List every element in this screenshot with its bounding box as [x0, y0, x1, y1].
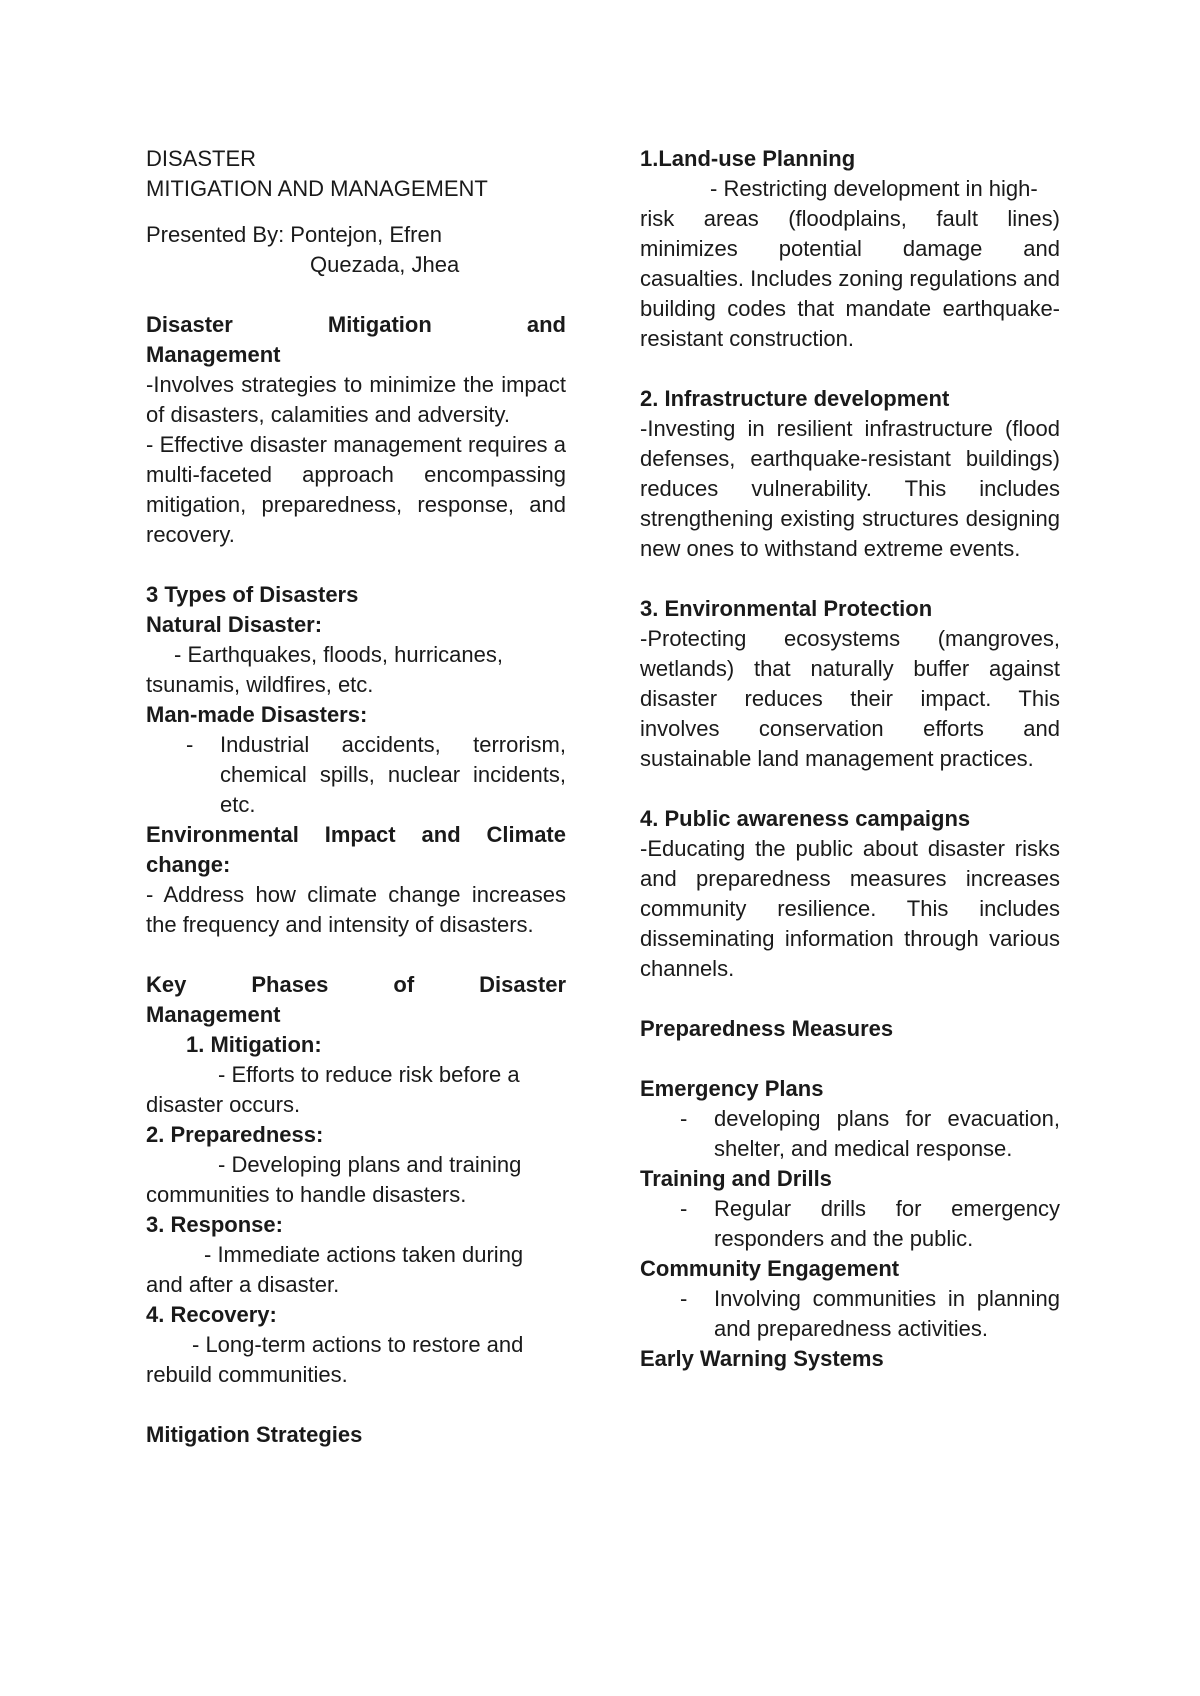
strategy-awareness-heading: 4. Public awareness campaigns — [640, 806, 971, 831]
natural-disaster-heading: Natural Disaster: — [146, 612, 323, 637]
strategy-infrastructure-text: -Investing in resilient infrastructure (flood defenses, earthquake-resistant buildings) reduces vulnerability. This includes strengthening existing structures designing new ones to withstand extreme events. — [640, 416, 1060, 561]
phases-heading-line-1: Key Phases of Disaster — [146, 972, 566, 997]
manmade-disaster-list — [146, 730, 566, 820]
emergency-plans-list — [640, 1104, 1060, 1164]
emergency-plans-heading: Emergency Plans — [640, 1076, 824, 1101]
strategy-infrastructure-heading: 2. Infrastructure development — [640, 386, 950, 411]
phase-preparedness-text-line-1: - Developing plans and training — [218, 1152, 522, 1177]
phase-response-text-line-1: - Immediate actions taken during — [204, 1242, 524, 1267]
preparedness-measures-heading: Preparedness Measures — [640, 1016, 894, 1041]
phase-mitigation-text-line-1: - Efforts to reduce risk before a — [218, 1062, 520, 1087]
list-item: - Industrial accidents, terrorism, chemical spills, nuclear incidents, etc. — [146, 730, 566, 820]
env-impact-heading-line-2: change: — [146, 852, 231, 877]
list-item: - Involving communities in planning and preparedness activities. — [640, 1284, 1060, 1344]
early-warning-heading: Early Warning Systems — [640, 1346, 884, 1371]
phase-recovery-text-line-2: rebuild communities. — [146, 1362, 348, 1387]
phase-preparedness-heading: 2. Preparedness: — [146, 1122, 324, 1147]
community-engagement-list — [640, 1284, 1060, 1344]
strategy-environmental-heading: 3. Environmental Protection — [640, 596, 933, 621]
list-item: - developing plans for evacuation, shelter, and medical response. — [640, 1104, 1060, 1164]
list-item: - Regular drills for emergency responders and the public. — [640, 1194, 1060, 1254]
phase-mitigation-heading: 1. Mitigation: — [186, 1032, 322, 1057]
phase-recovery-text-line-1: - Long-term actions to restore and — [192, 1332, 524, 1357]
document-title-line-1: DISASTER — [146, 146, 257, 171]
natural-disaster-text-line-1: - Earthquakes, floods, hurricanes, — [174, 642, 503, 667]
dmm-heading-line-2: Management — [146, 342, 281, 367]
phase-preparedness-text-line-2: communities to handle disasters. — [146, 1182, 467, 1207]
types-heading: 3 Types of Disasters — [146, 582, 359, 607]
phase-response-text-line-2: and after a disaster. — [146, 1272, 340, 1297]
natural-disaster-text-line-2: tsunamis, wildfires, etc. — [146, 672, 374, 697]
manmade-disaster-heading: Man-made Disasters: — [146, 702, 368, 727]
strategy-environmental-text: -Protecting ecosystems (mangroves, wetlands) that naturally buffer against disaster reduces their impact. This involves conservation efforts and sustainable land management practices. — [640, 626, 1060, 771]
strategy-land-use-text-line-1: - Restricting development in high- — [710, 176, 1038, 201]
mitigation-strategies-heading: Mitigation Strategies — [146, 1422, 363, 1447]
env-impact-heading-line-1: Environmental Impact and Climate — [146, 822, 566, 847]
presented-by-second-author: Quezada, Jhea — [310, 252, 460, 277]
training-drills-heading: Training and Drills — [640, 1166, 832, 1191]
dmm-paragraph-2: - Effective disaster management requires a multi-faceted approach encompassing mitigation, preparedness, response, and recovery. — [146, 432, 566, 547]
document-title-line-2: MITIGATION AND MANAGEMENT — [146, 176, 488, 201]
phase-mitigation-text-line-2: disaster occurs. — [146, 1092, 301, 1117]
strategy-awareness-text: -Educating the public about disaster risks and preparedness measures increases community resilience. This includes disseminating information through various channels. — [640, 836, 1060, 981]
dmm-heading-line-1: Disaster Mitigation and — [146, 312, 566, 337]
presented-by: Presented By: Pontejon, Efren — [146, 222, 442, 247]
phase-recovery-heading: 4. Recovery: — [146, 1302, 277, 1327]
phase-response-heading: 3. Response: — [146, 1212, 283, 1237]
training-drills-list — [640, 1194, 1060, 1254]
right-column — [640, 144, 1060, 1374]
left-column — [146, 144, 566, 1450]
strategy-land-use-heading: 1.Land-use Planning — [640, 146, 856, 171]
env-impact-text: - Address how climate change increases the frequency and intensity of disasters. — [146, 882, 566, 937]
phases-heading-line-2: Management — [146, 1002, 281, 1027]
strategy-land-use-text: risk areas (floodplains, fault lines) minimizes potential damage and casualties. Includes zoning regulations and building codes that mandate earthquake-resistant construction. — [640, 206, 1060, 351]
community-engagement-heading: Community Engagement — [640, 1256, 900, 1281]
dmm-paragraph-1: -Involves strategies to minimize the impact of disasters, calamities and adversity. — [146, 372, 566, 427]
